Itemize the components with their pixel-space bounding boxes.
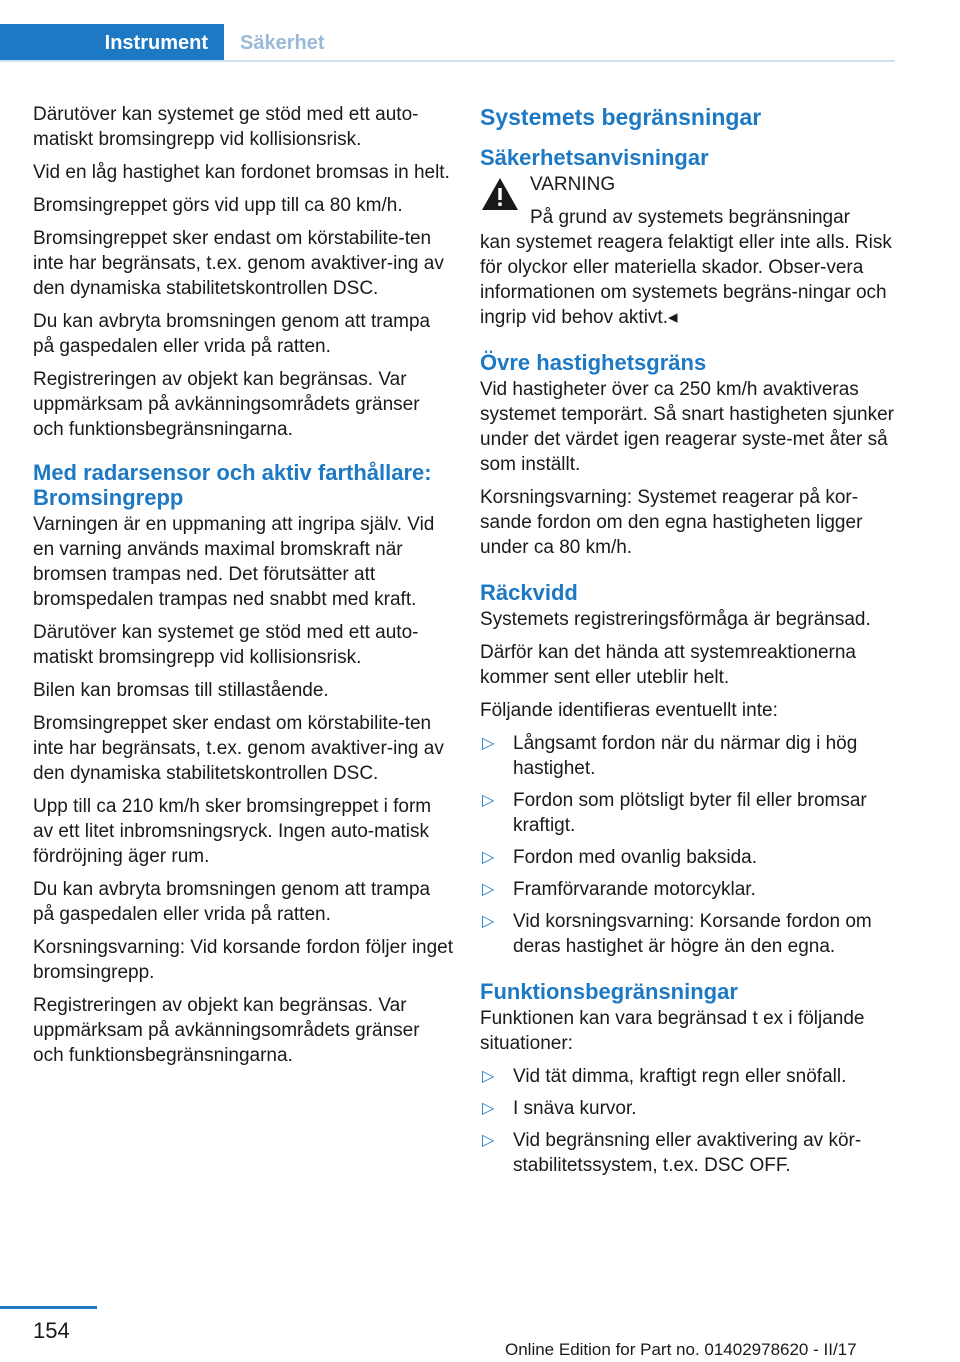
chapter-tabs — [0, 24, 895, 62]
list-item-text: Vid begränsning eller avaktivering av kör-stabilitetssystem, t.ex. DSC OFF. — [513, 1130, 862, 1176]
paragraph: Systemets registreringsförmåga är begränsad. — [480, 609, 871, 630]
list-item — [480, 1096, 894, 1121]
paragraph: Därför kan det hända att systemreaktionerna kommer sent eller uteblir helt. — [480, 642, 856, 688]
paragraph: Bromsingreppet sker endast om körstabilite-ten inte har begränsats, t.ex. genom avaktiver-ing av den dynamiska stabilitetskontrollen DSC. — [33, 713, 444, 784]
list-item-text: Vid tät dimma, kraftigt regn eller snöfall. — [513, 1066, 847, 1087]
paragraph: Vid hastigheter över ca 250 km/h avaktiveras systemet temporärt. Så snart hastigheten sjunker under det värdet igen reagerar syste-met åter så som inställt. — [480, 379, 894, 475]
paragraph: Korsningsvarning: Systemet reagerar på kor-sande fordon om den egna hastigheten ligger under ca 80 km/h. — [480, 487, 863, 558]
list-item-text: Fordon som plötsligt byter fil eller bromsar kraftigt. — [513, 790, 867, 836]
tab-instrument[interactable]: Instrument — [0, 24, 224, 62]
list-item — [480, 845, 894, 870]
warning-box — [480, 172, 894, 330]
bullet-triangle-icon: ▷ — [482, 881, 495, 898]
bullet-triangle-icon: ▷ — [482, 1100, 495, 1117]
section-heading-speed: Övre hastighetsgräns — [480, 350, 707, 375]
paragraph: Vid en låg hastighet kan fordonet bromsas in helt. — [33, 162, 450, 183]
bullet-triangle-icon: ▷ — [482, 913, 495, 930]
section-heading-functions: Funktionsbegränsningar — [480, 979, 738, 1004]
list-item-text: Långsamt fordon när du närmar dig i hög hastighet. — [513, 733, 858, 779]
page-number: 154 — [33, 1318, 70, 1343]
warning-triangle-icon — [480, 176, 520, 212]
list-item — [480, 788, 894, 838]
section-title-limits: Systemets begränsningar — [480, 104, 762, 130]
list-item-text: Fordon med ovanlig baksida. — [513, 847, 757, 868]
warning-title: VARNING — [530, 174, 616, 195]
paragraph: Du kan avbryta bromsningen genom att trampa på gaspedalen eller vrida på ratten. — [33, 311, 431, 357]
right-column — [480, 102, 894, 1186]
paragraph: Bilen kan bromsas till stillastående. — [33, 680, 329, 701]
bullet-triangle-icon: ▷ — [482, 735, 495, 752]
list-item — [480, 1128, 894, 1178]
section-heading-range: Räckvidd — [480, 580, 578, 605]
paragraph: Varningen är en uppmaning att ingripa själv. Vid en varning används maximal bromskraft när bromsen trampas ned. Det förutsätter att bromspedalen trampas ned snabbt med kraft. — [33, 514, 435, 610]
list-item-text: Framförvarande motorcyklar. — [513, 879, 756, 900]
paragraph: Bromsingreppet sker endast om körstabilite-ten inte har begränsats, t.ex. genom avaktiver-ing av den dynamiska stabilitetskontrollen DSC. — [33, 228, 444, 299]
section-heading-radar: Med radarsensor och aktiv farthållare: Bromsingrepp — [33, 460, 432, 510]
list-item-text: Vid korsningsvarning: Korsande fordon om deras hastighet är högre än den egna. — [513, 911, 872, 957]
bullet-triangle-icon: ▷ — [482, 792, 495, 809]
range-list — [480, 731, 894, 959]
page-number-bar — [0, 1306, 97, 1309]
list-item — [480, 1064, 894, 1089]
section-heading-safety: Säkerhetsanvisningar — [480, 145, 709, 170]
paragraph: Funktionen kan vara begränsad t ex i följande situationer: — [480, 1008, 865, 1054]
paragraph: Därutöver kan systemet ge stöd med ett auto-matiskt bromsingrepp vid kollisionsrisk. — [33, 104, 419, 150]
tab-underline — [0, 60, 895, 62]
list-item — [480, 909, 894, 959]
bullet-triangle-icon: ▷ — [482, 1132, 495, 1149]
tab-sakerhet[interactable]: Säkerhet — [240, 31, 325, 54]
paragraph: Upp till ca 210 km/h sker bromsingreppet i form av ett litet inbromsningsryck. Ingen auto-matisk fördröjning äger rum. — [33, 796, 432, 867]
bullet-triangle-icon: ▷ — [482, 849, 495, 866]
list-item — [480, 731, 894, 781]
paragraph: Bromsingreppet görs vid upp till ca 80 km/h. — [33, 195, 403, 216]
paragraph: Följande identifieras eventuellt inte: — [480, 700, 778, 721]
bullet-triangle-icon: ▷ — [482, 1068, 495, 1085]
left-column — [33, 102, 453, 1076]
paragraph: Korsningsvarning: Vid korsande fordon följer inget bromsingrepp. — [33, 937, 454, 983]
list-item-text: I snäva kurvor. — [513, 1098, 637, 1119]
paragraph: Registreringen av objekt kan begränsas. Var uppmärksam på avkänningsområdets gränser och funktionsbegränsningarna. — [33, 995, 420, 1066]
warning-text-first-line: På grund av systemets begränsningar — [530, 207, 851, 228]
paragraph: Registreringen av objekt kan begränsas. Var uppmärksam på avkänningsområdets gränser och funktionsbegränsningarna. — [33, 369, 420, 440]
footer-edition: Online Edition for Part no. 01402978620 - II/17 — [505, 1340, 857, 1359]
function-list — [480, 1064, 894, 1178]
paragraph: Därutöver kan systemet ge stöd med ett auto-matiskt bromsingrepp vid kollisionsrisk. — [33, 622, 419, 668]
warning-text: kan systemet reagera felaktigt eller inte alls. Risk för olyckor eller materiella skador. Obser-vera informationen om systemets begräns-ningar och ingrip vid behov aktivt.◂ — [480, 232, 892, 328]
list-item — [480, 877, 894, 902]
paragraph: Du kan avbryta bromsningen genom att trampa på gaspedalen eller vrida på ratten. — [33, 879, 431, 925]
